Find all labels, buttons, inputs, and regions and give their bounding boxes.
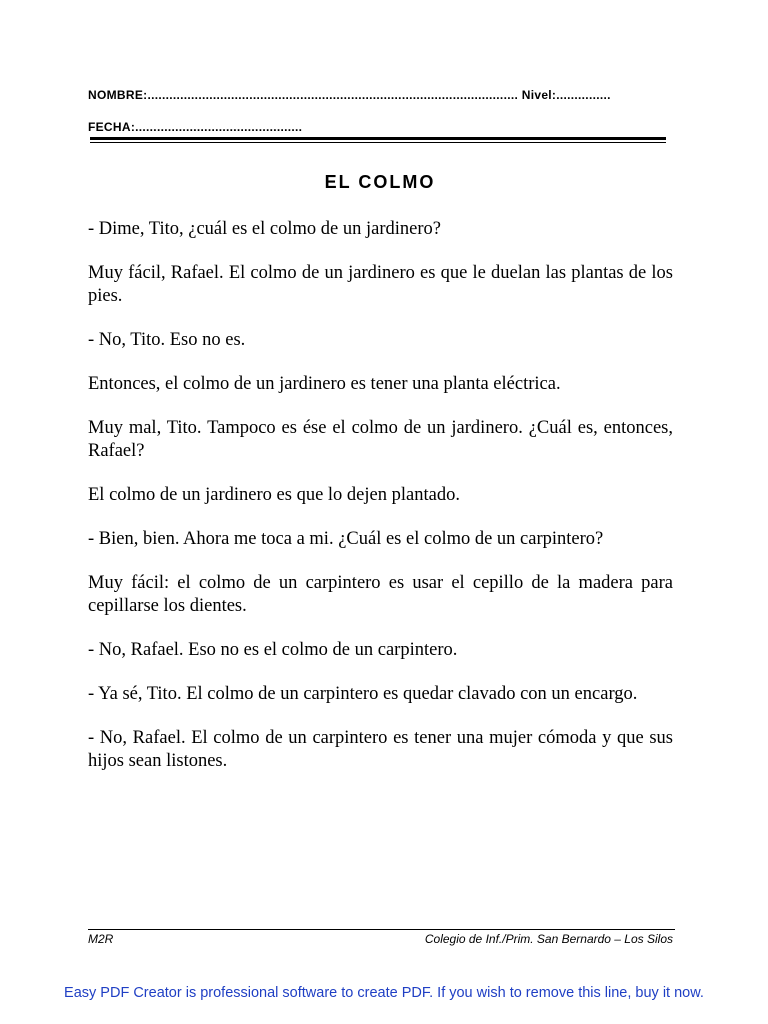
date-line: [88, 118, 668, 136]
paragraph-11: - No, Rafael. El colmo de un carpintero es tener una mujer cómoda y que sus hijos sean listones.: [88, 728, 673, 771]
name-label: NOMBRE:: [88, 88, 148, 102]
story-body: [88, 218, 673, 794]
paragraph-10: - Ya sé, Tito. El colmo de un carpintero es quedar clavado con un encargo.: [88, 684, 638, 704]
header-rule-thin: [90, 142, 666, 143]
paragraph-8: Muy fácil: el colmo de un carpintero es usar el cepillo de la madera para cepillarse los dientes.: [88, 573, 673, 616]
name-line: [88, 86, 668, 104]
level-dots: ...............: [556, 88, 611, 102]
paragraph-5: Muy mal, Tito. Tampoco es ése el colmo de un jardinero. ¿Cuál es, entonces, Rafael?: [88, 418, 673, 461]
paragraph-7: - Bien, bien. Ahora me toca a mi. ¿Cuál es el colmo de un carpintero?: [88, 529, 604, 549]
paragraph-3: - No, Tito. Eso no es.: [88, 330, 246, 350]
paragraph-2: Muy fácil, Rafael. El colmo de un jardinero es que le duelan las plantas de los pies.: [88, 263, 673, 306]
page-title: EL COLMO: [324, 172, 436, 192]
level-label: Nivel:: [521, 88, 557, 102]
date-label: FECHA:: [88, 120, 136, 134]
paragraph-1: - Dime, Tito, ¿cuál es el colmo de un jardinero?: [88, 219, 441, 239]
name-dots: ......................................................................................................: [147, 88, 519, 102]
footer-code: M2R: [88, 932, 114, 946]
pdf-watermark: Easy PDF Creator is professional software to create PDF. If you wish to remove this line, buy it now.: [64, 985, 704, 1001]
footer-rule: [88, 929, 675, 930]
header: [88, 86, 668, 136]
footer-school: Colegio de Inf./Prim. San Bernardo – Los Silos: [424, 932, 673, 946]
paragraph-6: El colmo de un jardinero es que lo dejen plantado.: [88, 485, 460, 505]
header-rule-thick: [90, 137, 666, 140]
date-dots: ..............................................: [135, 120, 303, 134]
paragraph-9: - No, Rafael. Eso no es el colmo de un carpintero.: [88, 640, 458, 660]
paragraph-4: Entonces, el colmo de un jardinero es tener una planta eléctrica.: [88, 374, 561, 394]
